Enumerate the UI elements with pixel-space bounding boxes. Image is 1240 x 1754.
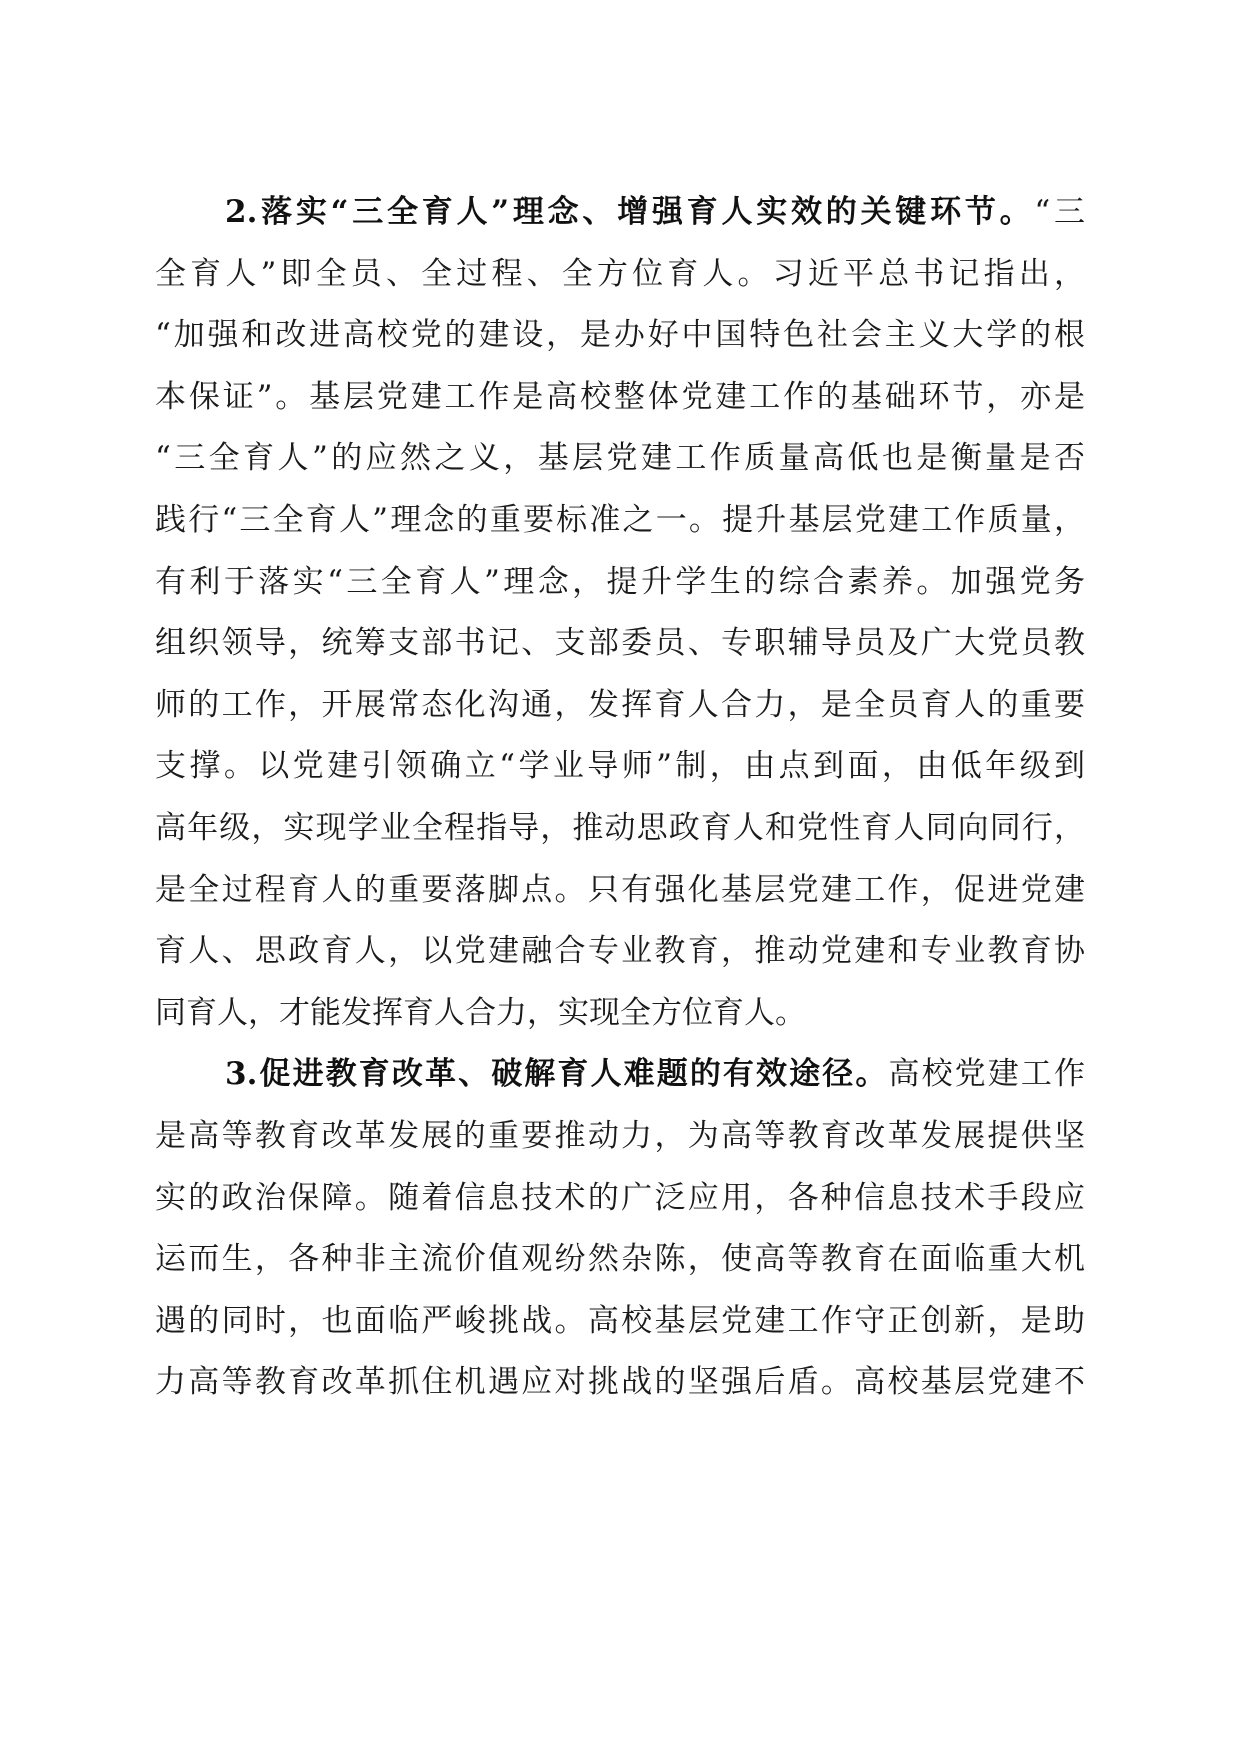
- paragraph-line: [155, 1044, 1085, 1106]
- document-body: [155, 182, 1085, 1414]
- paragraph-line: 育人、思政育人，以党建融合专业教育，推动党建和专业教育协: [155, 933, 1085, 970]
- paragraph-line: “加强和改进高校党的建设，是办好中国特色社会主义大学的根: [155, 317, 1085, 354]
- paragraph-line: 是全过程育人的重要落脚点。只有强化基层党建工作，促进党建: [155, 871, 1085, 908]
- paragraph-line: 师的工作，开展常态化沟通，发挥育人合力，是全员育人的重要: [155, 686, 1085, 723]
- paragraph-section-3: [155, 1044, 1085, 1414]
- line-text: “三: [1034, 194, 1085, 230]
- line-text: 高校党建工作: [888, 1056, 1085, 1093]
- paragraph-line: [155, 182, 1085, 244]
- paragraph-line: 运而生，各种非主流价值观纷然杂陈，使高等教育在面临重大机: [155, 1241, 1085, 1278]
- paragraph-line: 本保证”。基层党建工作是高校整体党建工作的基础环节，亦是: [155, 378, 1085, 415]
- paragraph-line: 是高等教育改革发展的重要推动力，为高等教育改革发展提供坚: [155, 1117, 1085, 1154]
- section-heading: 2.落实“三全育人”理念、增强育人实效的关键环节。: [225, 194, 1035, 230]
- paragraph-section-2: [155, 182, 1085, 1044]
- paragraph-line: 高年级，实现学业全程指导，推动思政育人和党性育人同向同行，: [155, 809, 1085, 846]
- section-heading: 3.促进教育改革、破解育人难题的有效途径。: [225, 1056, 889, 1093]
- paragraph-line: 组织领导，统筹支部书记、支部委员、专职辅导员及广大党员教: [155, 625, 1085, 662]
- paragraph-line: 全育人”即全员、全过程、全方位育人。习近平总书记指出，: [155, 255, 1085, 292]
- paragraph-line: 支撑。以党建引领确立“学业导师”制，由点到面，由低年级到: [155, 748, 1085, 785]
- paragraph-line: 遇的同时，也面临严峻挑战。高校基层党建工作守正创新，是助: [155, 1302, 1085, 1339]
- paragraph-line: 力高等教育改革抓住机遇应对挑战的坚强后盾。高校基层党建不: [155, 1364, 1085, 1401]
- paragraph-line: 同育人，才能发挥育人合力，实现全方位育人。: [155, 994, 806, 1031]
- paragraph-line: 有利于落实“三全育人”理念，提升学生的综合素养。加强党务: [155, 563, 1085, 600]
- paragraph-line: 践行“三全育人”理念的重要标准之一。提升基层党建工作质量，: [155, 501, 1085, 538]
- paragraph-line: “三全育人”的应然之义，基层党建工作质量高低也是衡量是否: [155, 440, 1085, 477]
- paragraph-line: 实的政治保障。随着信息技术的广泛应用，各种信息技术手段应: [155, 1179, 1085, 1216]
